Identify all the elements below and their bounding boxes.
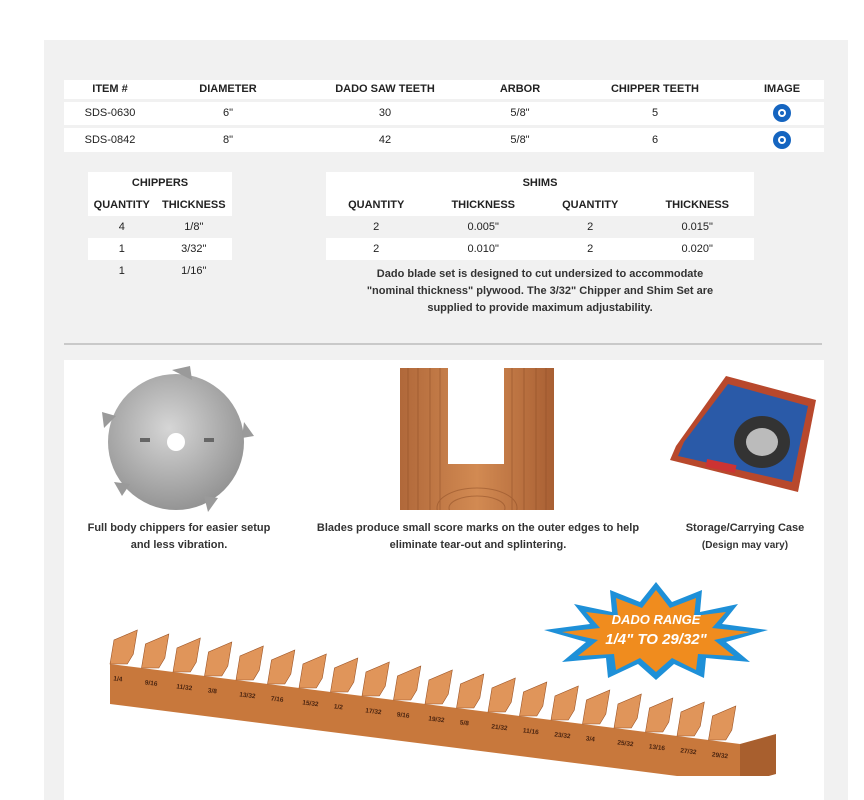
ruler-tooth xyxy=(457,674,484,708)
ruler-label: 23/32 xyxy=(553,731,571,741)
shim-thickness: 0.010" xyxy=(467,243,499,255)
note-line: "nominal thickness" plywood. The 3/32" Chipper and Shim Set are xyxy=(366,285,714,297)
chipper-qty: 1 xyxy=(118,265,125,277)
specs-header-row xyxy=(64,80,824,100)
dado-range-badge xyxy=(536,580,776,680)
ruler-label: 11/16 xyxy=(522,727,540,737)
divider xyxy=(64,343,822,345)
ruler-label: 27/32 xyxy=(679,747,697,757)
arbor: 5/8" xyxy=(470,126,570,152)
ruler-label: 3/8 xyxy=(207,687,218,696)
adjustability-note xyxy=(326,266,754,317)
ruler-label: 1/4 xyxy=(112,675,123,684)
badge-line-2: 1/4" TO 29/32" xyxy=(605,631,707,648)
chipper-thickness: 3/32" xyxy=(181,243,207,255)
ruler-tooth xyxy=(646,698,673,732)
saw-teeth: 42 xyxy=(300,126,470,152)
shim-qty: 2 xyxy=(373,243,380,255)
chippers-table xyxy=(88,172,232,282)
chippers-qty-header: QUANTITY xyxy=(93,199,150,211)
chipper-qty: 1 xyxy=(118,243,125,255)
table-row xyxy=(64,100,824,126)
ruler-label: 15/32 xyxy=(301,699,319,709)
caption-line: (Design may vary) xyxy=(701,540,789,551)
shims-thickness-header: THICKNESS xyxy=(451,199,515,211)
shim-qty: 2 xyxy=(587,243,594,255)
ruler-tooth xyxy=(299,654,326,688)
ruler-tooth xyxy=(583,690,610,724)
shim-thickness: 0.005" xyxy=(467,221,499,233)
ruler-label: 17/32 xyxy=(364,707,382,717)
col-arbor: ARBOR xyxy=(499,83,541,96)
ruler-tooth xyxy=(520,682,547,716)
carrying-case-image xyxy=(666,376,820,500)
camera-icon[interactable] xyxy=(773,131,791,149)
specs-table xyxy=(64,80,824,152)
shims-table xyxy=(326,172,754,260)
badge-line-1: DADO RANGE xyxy=(611,612,701,627)
chipper-thickness: 1/8" xyxy=(184,221,204,233)
diameter: 8" xyxy=(156,126,300,152)
table-row xyxy=(326,216,754,238)
shim-thickness: 0.015" xyxy=(681,221,713,233)
ruler-tooth xyxy=(425,670,452,704)
col-item: ITEM # xyxy=(92,83,128,96)
ruler-tooth xyxy=(142,634,169,668)
table-row xyxy=(326,238,754,260)
table-row xyxy=(88,260,232,282)
note-line: supplied to provide maximum adjustability. xyxy=(427,302,653,314)
chipper-caption xyxy=(66,520,292,554)
image-cell xyxy=(740,126,824,152)
shims-thickness-header: THICKNESS xyxy=(665,199,729,211)
shim-qty: 2 xyxy=(587,221,594,233)
ruler-label: 21/32 xyxy=(490,723,508,733)
ruler-label: 13/16 xyxy=(648,743,666,753)
ruler-label: 9/16 xyxy=(144,679,158,688)
ruler-tooth xyxy=(331,658,358,692)
ruler-tooth xyxy=(488,678,515,712)
ruler-label: 29/32 xyxy=(711,751,729,761)
shim-thickness: 0.020" xyxy=(681,243,713,255)
col-chipper-teeth: CHIPPER TEETH xyxy=(610,83,699,96)
ruler-tooth xyxy=(236,646,263,680)
table-row xyxy=(64,126,824,152)
ruler-label: 11/32 xyxy=(175,683,193,693)
case-caption xyxy=(666,520,824,554)
chipper-teeth: 6 xyxy=(570,126,740,152)
diameter: 6" xyxy=(156,100,300,126)
shims-qty-header: QUANTITY xyxy=(562,199,619,211)
col-image: IMAGE xyxy=(763,83,801,96)
chippers-thickness-header: THICKNESS xyxy=(162,199,226,211)
ruler-label: 7/16 xyxy=(270,695,284,704)
caption-line: Storage/Carrying Case xyxy=(685,522,805,534)
ruler-label: 3/4 xyxy=(585,735,596,744)
ruler-tooth xyxy=(394,666,421,700)
ruler-tooth xyxy=(614,694,641,728)
ruler-label: 1/2 xyxy=(333,703,344,712)
item-number: SDS-0842 xyxy=(64,126,156,152)
item-number: SDS-0630 xyxy=(64,100,156,126)
ruler-tooth xyxy=(173,638,200,672)
ruler-end xyxy=(740,734,776,776)
shims-qty-header: QUANTITY xyxy=(348,199,405,211)
chipper-blade-image xyxy=(100,364,256,514)
ruler-label: 9/16 xyxy=(396,711,410,720)
chippers-title: CHIPPERS xyxy=(131,177,189,189)
ruler-label: 19/32 xyxy=(427,715,445,725)
ruler-tooth xyxy=(268,650,295,684)
ruler-tooth xyxy=(205,642,232,676)
chipper-teeth: 5 xyxy=(570,100,740,126)
caption-line: Blades produce small score marks on the outer edges to help xyxy=(316,522,640,534)
ruler-tooth xyxy=(677,702,704,736)
image-cell xyxy=(740,100,824,126)
caption-line: eliminate tear-out and splintering. xyxy=(389,539,567,551)
ruler-tooth xyxy=(110,630,137,664)
col-teeth: DADO SAW TEETH xyxy=(335,83,435,96)
caption-line: Full body chippers for easier setup xyxy=(87,522,271,534)
ruler-tooth xyxy=(709,706,736,740)
ruler-label: 13/32 xyxy=(238,691,256,701)
arbor: 5/8" xyxy=(470,100,570,126)
saw-teeth: 30 xyxy=(300,100,470,126)
wood-dado-image xyxy=(400,368,554,510)
chipper-qty: 4 xyxy=(118,221,125,233)
camera-icon[interactable] xyxy=(773,104,791,122)
table-row xyxy=(88,216,232,238)
col-diameter: DIAMETER xyxy=(199,83,257,96)
blade-caption xyxy=(290,520,666,554)
ruler-front xyxy=(110,664,740,776)
table-row xyxy=(88,238,232,260)
caption-line: and less vibration. xyxy=(130,539,228,551)
ruler-tooth xyxy=(551,686,578,720)
note-line: Dado blade set is designed to cut undersized to accommodate xyxy=(376,268,704,280)
ruler-label: 5/8 xyxy=(459,719,470,728)
ruler-label: 25/32 xyxy=(616,739,634,749)
shim-qty: 2 xyxy=(373,221,380,233)
ruler-tooth xyxy=(362,662,389,696)
shims-title: SHIMS xyxy=(522,177,558,189)
chipper-thickness: 1/16" xyxy=(181,265,207,277)
